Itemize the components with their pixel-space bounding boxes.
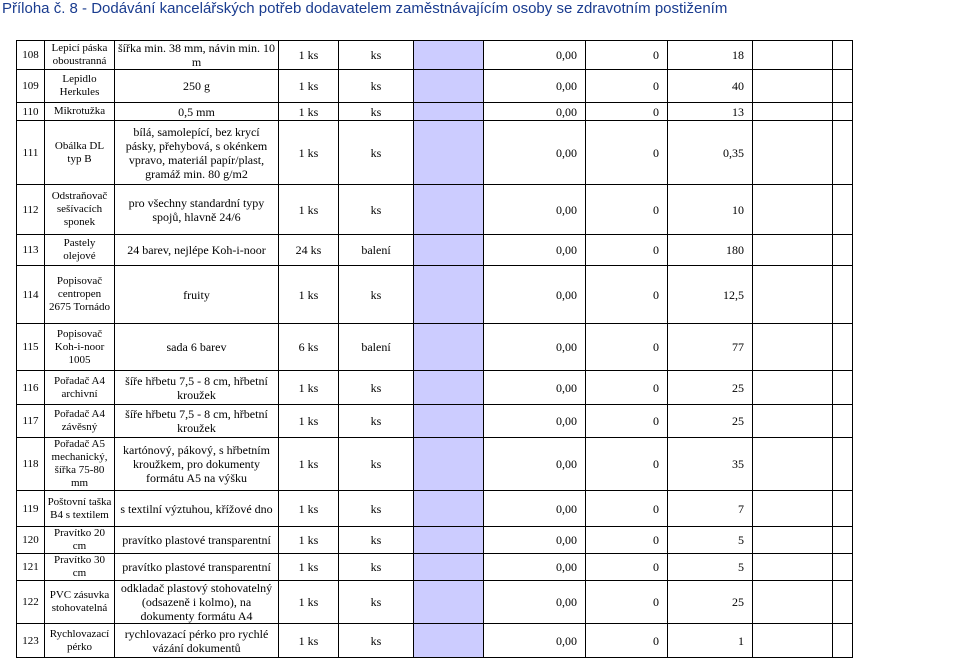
- unit-price: 0,00: [484, 554, 586, 581]
- empty-cell: [833, 491, 853, 527]
- table-row: [17, 70, 853, 103]
- empty-cell: [753, 103, 833, 121]
- row-total: 25: [668, 581, 753, 624]
- item-unit: ks: [339, 121, 414, 185]
- table-row: [17, 405, 853, 438]
- unit-price: 0,00: [484, 324, 586, 371]
- item-description: šířka min. 38 mm, návin min. 10 m: [115, 41, 279, 70]
- zero-value: 0: [586, 371, 668, 405]
- item-unit: ks: [339, 70, 414, 103]
- item-unit: ks: [339, 491, 414, 527]
- table-row: [17, 491, 853, 527]
- row-total: 0,35: [668, 121, 753, 185]
- table-row: [17, 324, 853, 371]
- unit-price: 0,00: [484, 235, 586, 266]
- table-row: [17, 103, 853, 121]
- item-quantity: 1 ks: [279, 491, 339, 527]
- item-description: s textilní výztuhou, křížové dno: [115, 491, 279, 527]
- price-input-cell[interactable]: [414, 185, 484, 235]
- zero-value: 0: [586, 185, 668, 235]
- item-unit: ks: [339, 41, 414, 70]
- price-input-cell[interactable]: [414, 527, 484, 554]
- empty-cell: [753, 438, 833, 491]
- table-row: [17, 527, 853, 554]
- empty-cell: [833, 405, 853, 438]
- row-total: 35: [668, 438, 753, 491]
- item-name: Obálka DL typ B: [45, 121, 115, 185]
- empty-cell: [753, 491, 833, 527]
- empty-cell: [833, 235, 853, 266]
- empty-cell: [833, 103, 853, 121]
- item-name: Pravítko 20 cm: [45, 527, 115, 554]
- zero-value: 0: [586, 103, 668, 121]
- unit-price: 0,00: [484, 185, 586, 235]
- item-name: Odstraňovač sešívacích sponek: [45, 185, 115, 235]
- zero-value: 0: [586, 554, 668, 581]
- price-input-cell[interactable]: [414, 405, 484, 438]
- empty-cell: [833, 185, 853, 235]
- item-quantity: 1 ks: [279, 185, 339, 235]
- table-row: [17, 438, 853, 491]
- price-input-cell[interactable]: [414, 438, 484, 491]
- table-row: [17, 235, 853, 266]
- empty-cell: [833, 121, 853, 185]
- item-description: 24 barev, nejlépe Koh-i-noor: [115, 235, 279, 266]
- row-id: 110: [17, 103, 45, 121]
- unit-price: 0,00: [484, 266, 586, 324]
- empty-cell: [753, 70, 833, 103]
- item-description: pro všechny standardní typy spojů, hlavně 24/6: [115, 185, 279, 235]
- price-input-cell[interactable]: [414, 371, 484, 405]
- row-total: 40: [668, 70, 753, 103]
- item-name: Popisovač centropen 2675 Tornádo: [45, 266, 115, 324]
- item-unit: ks: [339, 624, 414, 658]
- item-unit: ks: [339, 371, 414, 405]
- item-unit: ks: [339, 266, 414, 324]
- row-total: 5: [668, 527, 753, 554]
- table-row: [17, 41, 853, 70]
- item-quantity: 1 ks: [279, 624, 339, 658]
- empty-cell: [753, 324, 833, 371]
- empty-cell: [753, 121, 833, 185]
- price-input-cell[interactable]: [414, 121, 484, 185]
- row-total: 25: [668, 371, 753, 405]
- price-input-cell[interactable]: [414, 491, 484, 527]
- table-row: [17, 266, 853, 324]
- table-row: [17, 121, 853, 185]
- empty-cell: [833, 554, 853, 581]
- unit-price: 0,00: [484, 491, 586, 527]
- empty-cell: [753, 371, 833, 405]
- table-row: [17, 554, 853, 581]
- item-name: Mikrotužka: [45, 103, 115, 121]
- item-quantity: 1 ks: [279, 554, 339, 581]
- row-id: 119: [17, 491, 45, 527]
- item-unit: ks: [339, 438, 414, 491]
- item-unit: ks: [339, 103, 414, 121]
- item-description: sada 6 barev: [115, 324, 279, 371]
- item-name: Pořadač A5 mechanický, šířka 75-80 mm: [45, 438, 115, 491]
- unit-price: 0,00: [484, 41, 586, 70]
- item-name: Popisovač Koh-i-noor 1005: [45, 324, 115, 371]
- item-unit: ks: [339, 581, 414, 624]
- item-description: pravítko plastové transparentní: [115, 527, 279, 554]
- item-name: Poštovní taška B4 s textilem: [45, 491, 115, 527]
- item-description: šíře hřbetu 7,5 - 8 cm, hřbetní kroužek: [115, 371, 279, 405]
- row-total: 5: [668, 554, 753, 581]
- row-total: 10: [668, 185, 753, 235]
- item-quantity: 1 ks: [279, 527, 339, 554]
- empty-cell: [753, 185, 833, 235]
- row-id: 116: [17, 371, 45, 405]
- price-input-cell[interactable]: [414, 581, 484, 624]
- item-quantity: 1 ks: [279, 121, 339, 185]
- row-id: 111: [17, 121, 45, 185]
- item-name: Pořadač A4 závěsný: [45, 405, 115, 438]
- row-id: 113: [17, 235, 45, 266]
- price-input-cell[interactable]: [414, 70, 484, 103]
- price-input-cell[interactable]: [414, 103, 484, 121]
- row-id: 108: [17, 41, 45, 70]
- zero-value: 0: [586, 405, 668, 438]
- empty-cell: [833, 527, 853, 554]
- item-unit: balení: [339, 324, 414, 371]
- row-id: 123: [17, 624, 45, 658]
- item-quantity: 1 ks: [279, 70, 339, 103]
- row-total: 12,5: [668, 266, 753, 324]
- empty-cell: [753, 624, 833, 658]
- empty-cell: [833, 324, 853, 371]
- zero-value: 0: [586, 235, 668, 266]
- zero-value: 0: [586, 121, 668, 185]
- row-id: 112: [17, 185, 45, 235]
- price-input-cell[interactable]: [414, 554, 484, 581]
- item-name: Lepicí páska oboustranná: [45, 41, 115, 70]
- table-row: [17, 581, 853, 624]
- unit-price: 0,00: [484, 103, 586, 121]
- unit-price: 0,00: [484, 581, 586, 624]
- zero-value: 0: [586, 527, 668, 554]
- empty-cell: [753, 581, 833, 624]
- empty-cell: [833, 41, 853, 70]
- item-quantity: 1 ks: [279, 405, 339, 438]
- zero-value: 0: [586, 41, 668, 70]
- row-id: 120: [17, 527, 45, 554]
- item-description: pravítko plastové transparentní: [115, 554, 279, 581]
- zero-value: 0: [586, 491, 668, 527]
- item-name: Pravítko 30 cm: [45, 554, 115, 581]
- row-total: 77: [668, 324, 753, 371]
- unit-price: 0,00: [484, 527, 586, 554]
- empty-cell: [753, 527, 833, 554]
- table-body: [17, 41, 853, 658]
- zero-value: 0: [586, 70, 668, 103]
- row-id: 118: [17, 438, 45, 491]
- zero-value: 0: [586, 324, 668, 371]
- item-quantity: 1 ks: [279, 581, 339, 624]
- table-row: [17, 371, 853, 405]
- empty-cell: [753, 235, 833, 266]
- price-input-cell[interactable]: [414, 624, 484, 658]
- unit-price: 0,00: [484, 121, 586, 185]
- empty-cell: [753, 554, 833, 581]
- item-description: rychlovazací pérko pro rychlé vázání dokumentů: [115, 624, 279, 658]
- row-total: 180: [668, 235, 753, 266]
- item-description: odkladač plastový stohovatelný (odsazeně i kolmo), na dokumenty formátu A4: [115, 581, 279, 624]
- page-title: Příloha č. 8 - Dodávání kancelářských potřeb dodavatelem zaměstnávajícím osoby se zdravotním postižením: [2, 0, 728, 17]
- row-total: 1: [668, 624, 753, 658]
- row-id: 117: [17, 405, 45, 438]
- unit-price: 0,00: [484, 371, 586, 405]
- item-quantity: 6 ks: [279, 324, 339, 371]
- item-name: Rychlovazací pérko: [45, 624, 115, 658]
- empty-cell: [833, 70, 853, 103]
- table-row: [17, 185, 853, 235]
- item-unit: balení: [339, 235, 414, 266]
- unit-price: 0,00: [484, 438, 586, 491]
- row-id: 121: [17, 554, 45, 581]
- empty-cell: [833, 581, 853, 624]
- empty-cell: [753, 41, 833, 70]
- empty-cell: [833, 266, 853, 324]
- price-table: [16, 40, 853, 658]
- item-name: PVC zásuvka stohovatelná: [45, 581, 115, 624]
- row-id: 114: [17, 266, 45, 324]
- price-input-cell[interactable]: [414, 235, 484, 266]
- row-total: 13: [668, 103, 753, 121]
- item-quantity: 24 ks: [279, 235, 339, 266]
- item-quantity: 1 ks: [279, 103, 339, 121]
- zero-value: 0: [586, 581, 668, 624]
- empty-cell: [753, 405, 833, 438]
- zero-value: 0: [586, 438, 668, 491]
- price-input-cell[interactable]: [414, 324, 484, 371]
- unit-price: 0,00: [484, 405, 586, 438]
- item-description: 250 g: [115, 70, 279, 103]
- unit-price: 0,00: [484, 70, 586, 103]
- item-quantity: 1 ks: [279, 41, 339, 70]
- empty-cell: [833, 438, 853, 491]
- item-unit: ks: [339, 185, 414, 235]
- zero-value: 0: [586, 266, 668, 324]
- unit-price: 0,00: [484, 624, 586, 658]
- item-description: bílá, samolepící, bez krycí pásky, přehybová, s okénkem vpravo, materiál papír/plast, gramáž min. 80 g/m2: [115, 121, 279, 185]
- item-name: Pořadač A4 archivní: [45, 371, 115, 405]
- item-quantity: 1 ks: [279, 266, 339, 324]
- empty-cell: [753, 266, 833, 324]
- table-row: [17, 624, 853, 658]
- row-id: 122: [17, 581, 45, 624]
- item-unit: ks: [339, 527, 414, 554]
- row-total: 18: [668, 41, 753, 70]
- item-description: 0,5 mm: [115, 103, 279, 121]
- row-total: 25: [668, 405, 753, 438]
- item-description: fruity: [115, 266, 279, 324]
- item-name: Lepidlo Herkules: [45, 70, 115, 103]
- zero-value: 0: [586, 624, 668, 658]
- item-unit: ks: [339, 554, 414, 581]
- row-id: 109: [17, 70, 45, 103]
- item-unit: ks: [339, 405, 414, 438]
- item-quantity: 1 ks: [279, 438, 339, 491]
- item-description: kartónový, pákový, s hřbetním kroužkem, pro dokumenty formátu A5 na výšku: [115, 438, 279, 491]
- price-input-cell[interactable]: [414, 266, 484, 324]
- row-total: 7: [668, 491, 753, 527]
- empty-cell: [833, 624, 853, 658]
- item-quantity: 1 ks: [279, 371, 339, 405]
- item-description: šíře hřbetu 7,5 - 8 cm, hřbetní kroužek: [115, 405, 279, 438]
- row-id: 115: [17, 324, 45, 371]
- price-input-cell[interactable]: [414, 41, 484, 70]
- item-name: Pastely olejové: [45, 235, 115, 266]
- empty-cell: [833, 371, 853, 405]
